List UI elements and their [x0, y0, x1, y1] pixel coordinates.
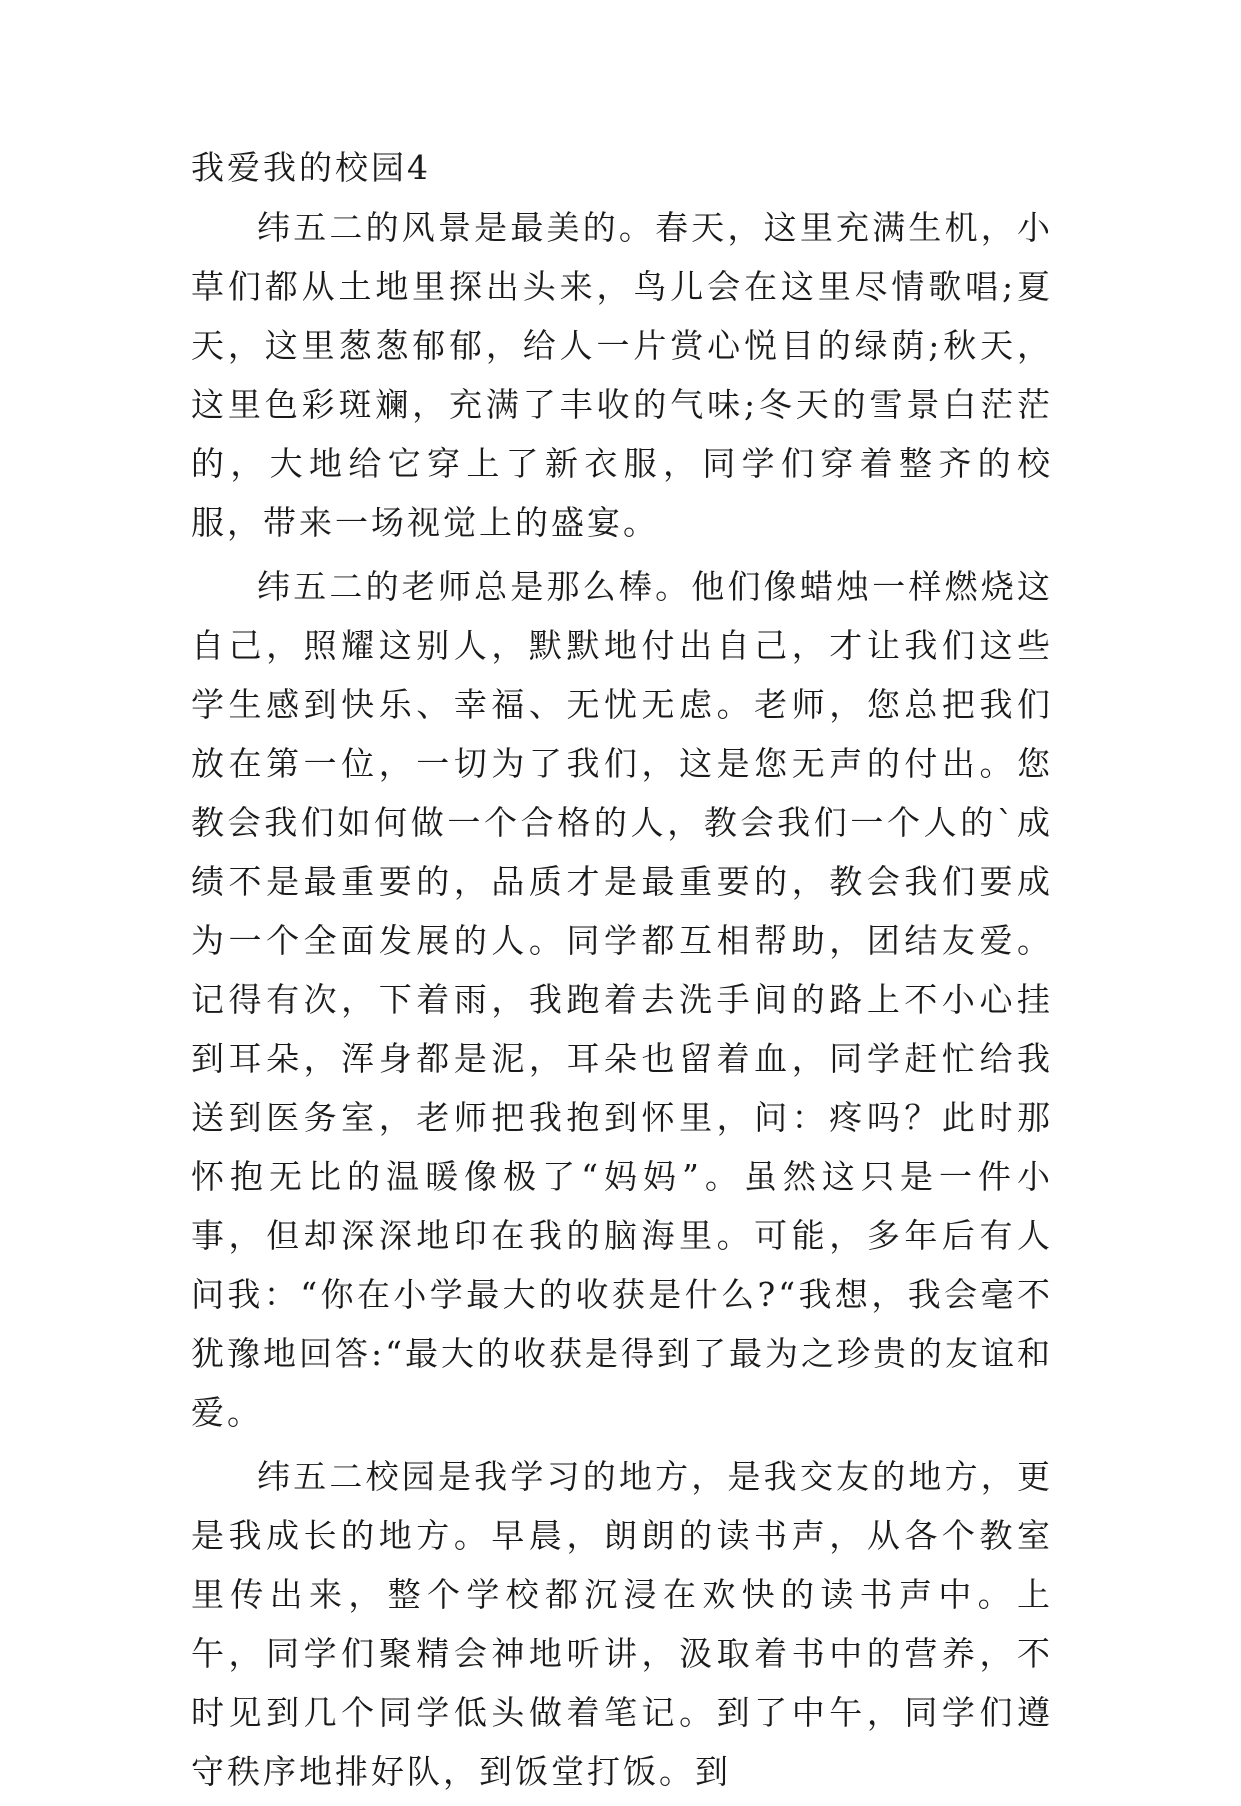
paragraph-teachers: 纬五二的老师总是那么棒。他们像蜡烛一样燃烧这自己，照耀这别人，默默地付出自己，才让我们这些学生感到快乐、幸福、无忧无虑。老师，您总把我们放在第一位，一切为了我们，这是您无声的付出。您教会我们如何做一个合格的人，教会我们一个人的`成绩不是最重要的，品质才是最重要的，教会我们要成为一个全面发展的人。同学都互相帮助，团结友爱。记得有次，下着雨，我跑着去洗手间的路上不小心挂到耳朵，浑身都是泥，耳朵也留着血，同学赶忙给我送到医务室，老师把我抱到怀里，问：疼吗？此时那怀抱无比的温暖像极了“妈妈”。虽然这只是一件小事，但却深深地印在我的脑海里。可能，多年后有人问我：“你在小学最大的收获是什么?“我想，我会毫不犹豫地回答:“最大的收获是得到了最为之珍贵的友谊和爱。 [191, 567, 1053, 1432]
paragraph-scenery: 纬五二的风景是最美的。春天，这里充满生机，小草们都从土地里探出头来，鸟儿会在这里尽情歌唱;夏天，这里葱葱郁郁，给人一片赏心悦目的绿荫;秋天，这里色彩斑斓，充满了丰收的气味;冬天的雪景白茫茫的，大地给它穿上了新衣服，同学们穿着整齐的校服，带来一场视觉上的盛宴。 [191, 208, 1053, 542]
paragraph-campus-life: 纬五二校园是我学习的地方，是我交友的地方，更是我成长的地方。早晨，朗朗的读书声，从各个教室里传出来，整个学校都沉浸在欢快的读书声中。上午，同学们聚精会神地听讲，汲取着书中的营养，不时见到几个同学低头做着笔记。到了中午，同学们遵守秩序地排好队，到饭堂打饭。到 [191, 1457, 1053, 1791]
document-title: 我爱我的校园4 [191, 148, 431, 187]
document-body [191, 138, 1053, 1806]
